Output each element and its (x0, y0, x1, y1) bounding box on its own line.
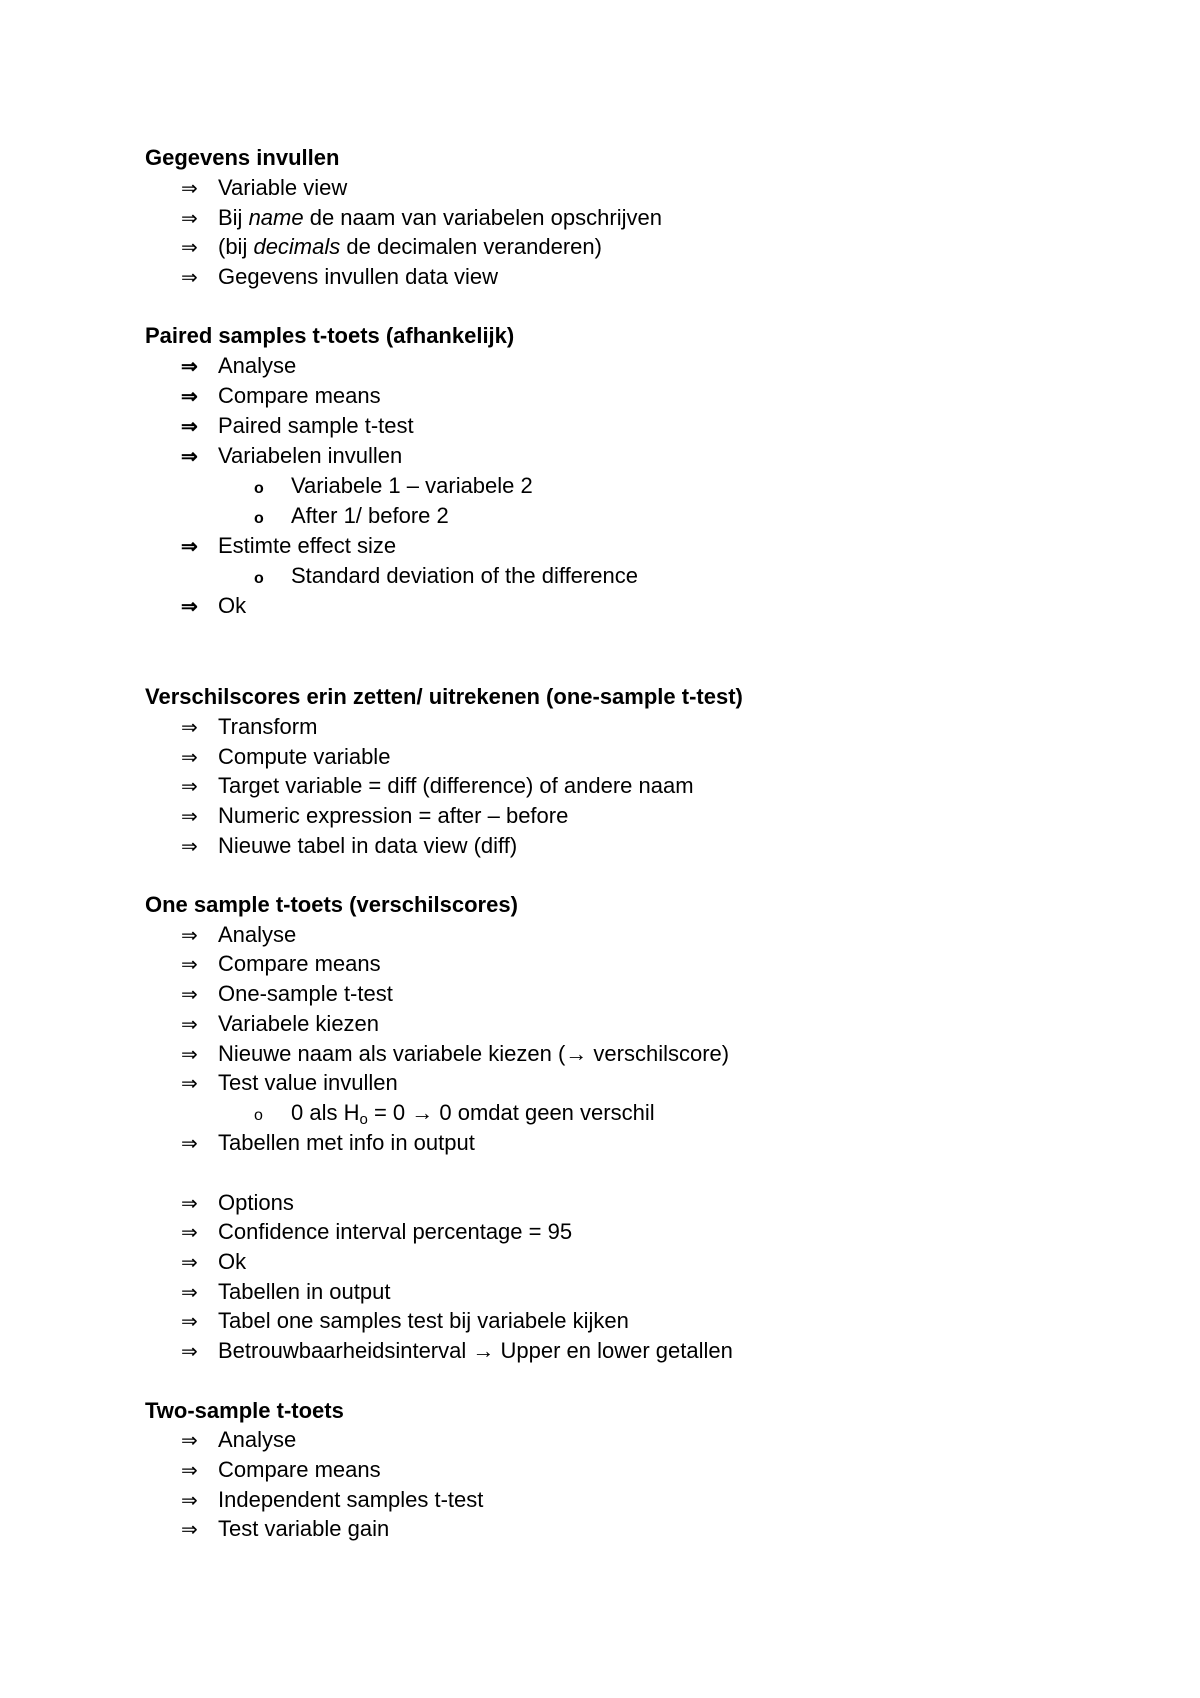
arrow-icon: ⇒ (181, 776, 198, 798)
arrow-icon: ⇒ (181, 1490, 198, 1512)
arrow-icon: ⇒ (181, 416, 198, 438)
right-arrow-icon: → (472, 1338, 495, 1363)
sub-list-item: o Variabele 1 – variabele 2 (254, 472, 533, 500)
section-heading-paired: Paired samples t-toets (afhankelijk) (145, 323, 515, 348)
list-item: ⇒ Compare means (181, 382, 381, 410)
list-item: ⇒ Transform (181, 713, 317, 741)
arrow-icon: ⇒ (181, 1430, 198, 1452)
right-arrow-icon: → (411, 1100, 434, 1125)
list-item: ⇒ One-sample t-test (181, 980, 393, 1008)
bullet-icon: o (254, 1107, 263, 1124)
list-item: ⇒ Ok (181, 592, 246, 620)
arrow-icon: ⇒ (181, 1341, 198, 1363)
bullet-icon: o (254, 480, 264, 497)
arrow-icon: ⇒ (181, 1044, 198, 1066)
list-item: ⇒ Variabele kiezen (181, 1010, 379, 1038)
list-item: ⇒ Options (181, 1189, 294, 1217)
arrow-icon: ⇒ (181, 747, 198, 769)
list-item: ⇒ Independent samples t-test (181, 1486, 483, 1514)
section-heading-two-sample: Two-sample t-toets (145, 1398, 344, 1423)
arrow-icon: ⇒ (181, 1460, 198, 1482)
list-item: ⇒ Estimte effect size (181, 532, 396, 560)
arrow-icon: ⇒ (181, 925, 198, 947)
list-item: ⇒ Betrouwbaarheidsinterval → Upper en lower getallen (181, 1337, 733, 1365)
arrow-icon: ⇒ (181, 237, 198, 259)
arrow-icon: ⇒ (181, 1252, 198, 1274)
list-item: ⇒ Analyse (181, 921, 296, 949)
list-item: ⇒ Ok (181, 1248, 246, 1276)
arrow-icon: ⇒ (181, 1519, 198, 1541)
list-item: ⇒ Compare means (181, 950, 381, 978)
list-item: ⇒ (bij decimals de decimalen veranderen) (181, 233, 602, 261)
list-item: ⇒ Compute variable (181, 743, 390, 771)
section-heading-one-sample: One sample t-toets (verschilscores) (145, 892, 518, 917)
list-item: ⇒ Tabel one samples test bij variabele kijken (181, 1307, 629, 1335)
arrow-icon: ⇒ (181, 1073, 198, 1095)
arrow-icon: ⇒ (181, 356, 198, 378)
list-item: ⇒ Nieuwe tabel in data view (diff) (181, 832, 517, 860)
list-item: ⇒ Variabelen invullen (181, 442, 402, 470)
right-arrow-icon: → (565, 1041, 588, 1066)
arrow-icon: ⇒ (181, 1193, 198, 1215)
list-item: ⇒ Confidence interval percentage = 95 (181, 1218, 572, 1246)
list-item: ⇒ Target variable = diff (difference) of andere naam (181, 772, 694, 800)
arrow-icon: ⇒ (181, 717, 198, 739)
list-item: ⇒ Nieuwe naam als variabele kiezen (→ verschilscore) (181, 1040, 729, 1068)
arrow-icon: ⇒ (181, 446, 198, 468)
list-item: ⇒ Gegevens invullen data view (181, 263, 498, 291)
list-item: ⇒ Analyse (181, 1426, 296, 1454)
list-item: ⇒ Tabellen in output (181, 1278, 390, 1306)
section-heading-verschilscores: Verschilscores erin zetten/ uitrekenen (one-sample t-test) (145, 684, 743, 709)
list-item: ⇒ Tabellen met info in output (181, 1129, 475, 1157)
arrow-icon: ⇒ (181, 954, 198, 976)
list-item: ⇒ Test value invullen (181, 1069, 398, 1097)
arrow-icon: ⇒ (181, 1311, 198, 1333)
sub-list-item: o Standard deviation of the difference (254, 562, 638, 590)
arrow-icon: ⇒ (181, 386, 198, 408)
list-item: ⇒ Bij name de naam van variabelen opschrijven (181, 204, 662, 232)
bullet-icon: o (254, 510, 264, 527)
arrow-icon: ⇒ (181, 1222, 198, 1244)
arrow-icon: ⇒ (181, 596, 198, 618)
list-item: ⇒ Numeric expression = after – before (181, 802, 568, 830)
arrow-icon: ⇒ (181, 806, 198, 828)
arrow-icon: ⇒ (181, 178, 198, 200)
list-item: ⇒ Paired sample t-test (181, 412, 414, 440)
list-item: ⇒ Test variable gain (181, 1515, 389, 1543)
arrow-icon: ⇒ (181, 836, 198, 858)
arrow-icon: ⇒ (181, 1282, 198, 1304)
sub-list-item: o After 1/ before 2 (254, 502, 449, 530)
section-heading-gegevens: Gegevens invullen (145, 145, 340, 170)
list-item: ⇒ Variable view (181, 174, 347, 202)
sub-list-item: o 0 als $H_o = 0 \to 0$ omdat geen verschil (254, 1100, 655, 1128)
arrow-icon: ⇒ (181, 984, 198, 1006)
arrow-icon: ⇒ (181, 267, 198, 289)
arrow-icon: ⇒ (181, 1014, 198, 1036)
arrow-icon: ⇒ (181, 536, 198, 558)
arrow-icon: ⇒ (181, 1133, 198, 1155)
arrow-icon: ⇒ (181, 208, 198, 230)
list-item: ⇒ Analyse (181, 352, 296, 380)
bullet-icon: o (254, 570, 264, 587)
list-item: ⇒ Compare means (181, 1456, 381, 1484)
